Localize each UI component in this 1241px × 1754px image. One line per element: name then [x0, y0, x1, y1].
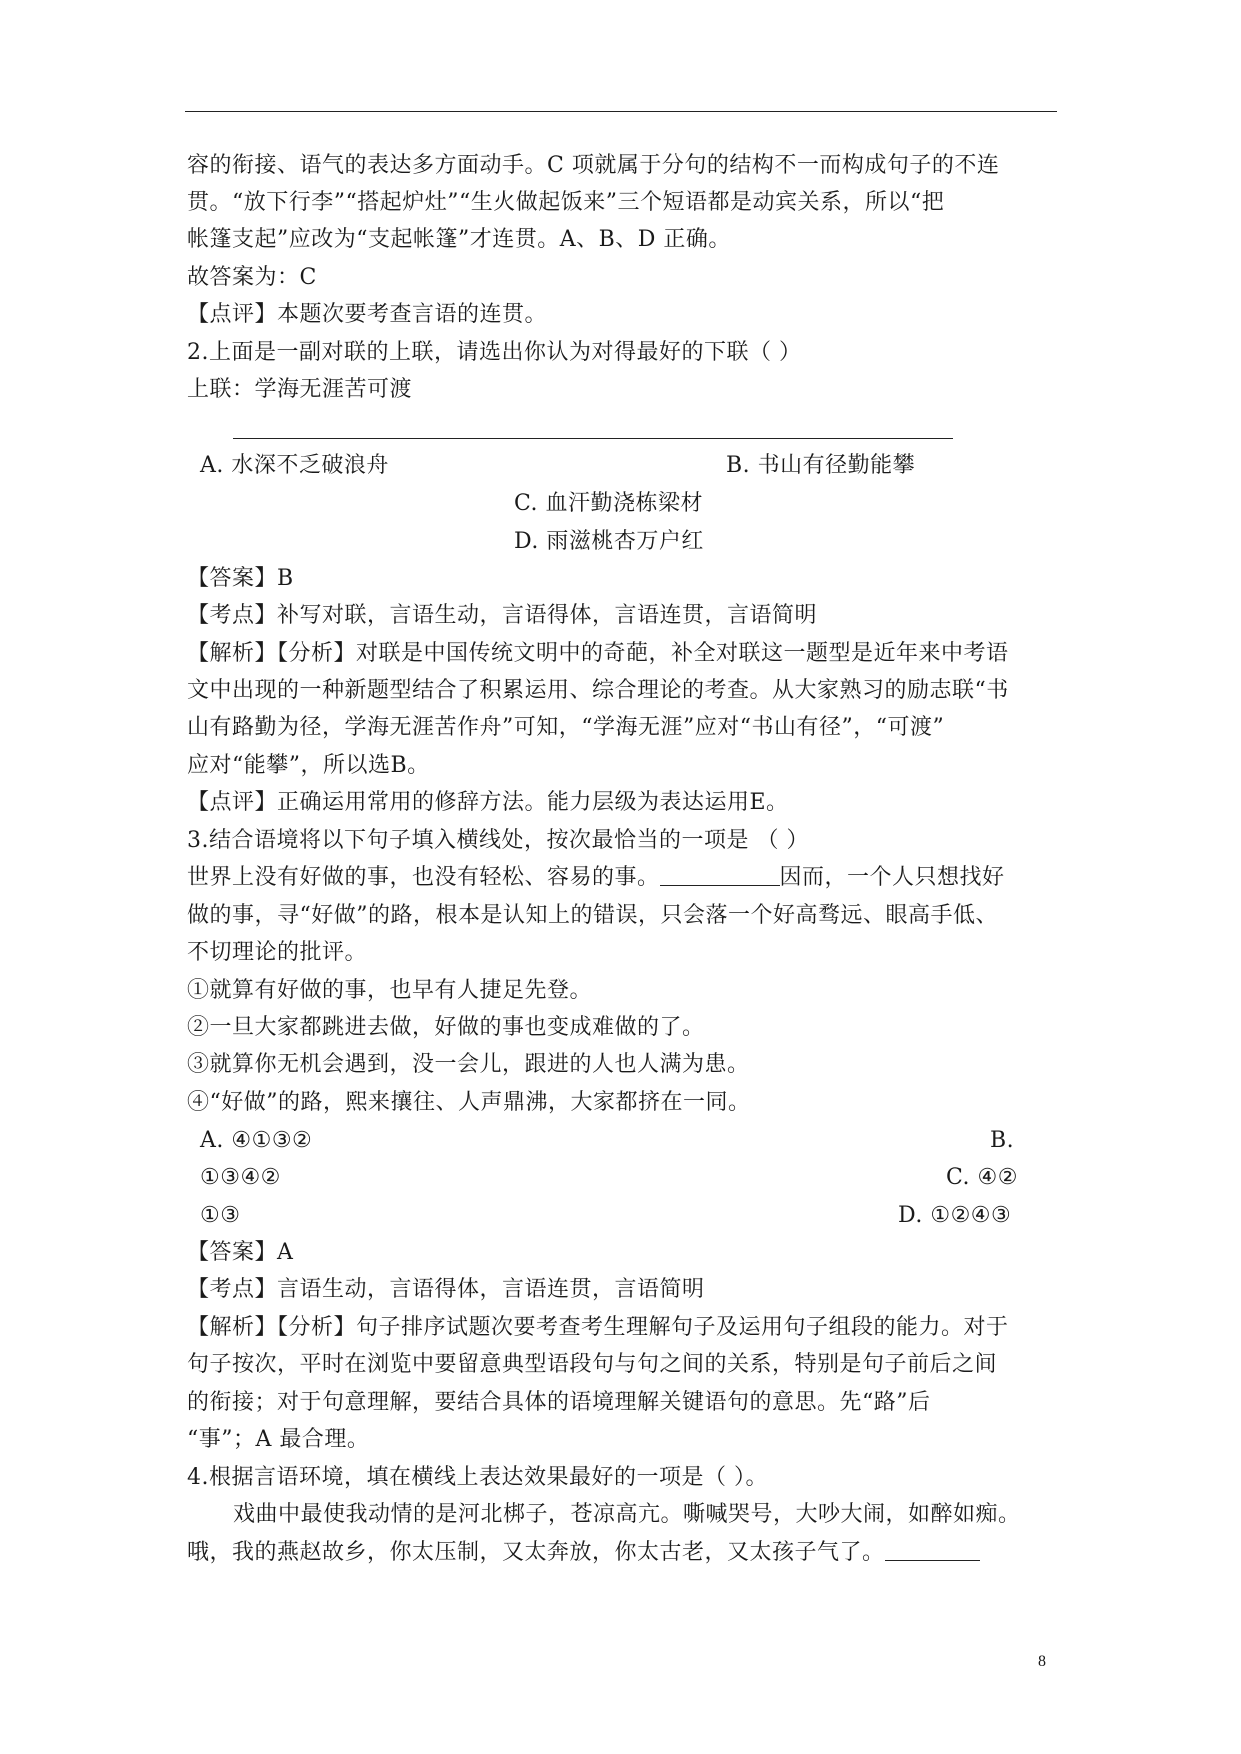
q3-option-b-value: ①③④② — [200, 1165, 281, 1190]
q3-text-1a: 世界上没有好做的事，也没有轻松、容易的事。 — [187, 865, 660, 890]
q3-answer: 【答案】A — [187, 1240, 294, 1265]
para1-line3: 帐篷支起”应改为“支起帐篷”才连贯。A、B、D 正确。 — [187, 227, 731, 252]
q3-text-3: 不切理论的批评。 — [187, 940, 368, 965]
q3-sentence-4: ④“好做”的路，熙来攘往、人声鼎沸，大家都挤在一同。 — [187, 1090, 751, 1115]
q2-options-rule — [233, 438, 953, 439]
q4-text-2 — [187, 1537, 980, 1569]
q2-stem: 2.上面是一副对联的上联，请选出你认为对得最好的下联（ ） — [187, 340, 802, 365]
header-rule — [185, 111, 1057, 112]
q4-stem: 4.根据言语环境，填在横线上表达效果最好的一项是（ ）。 — [187, 1465, 768, 1490]
q4-fill-blank — [885, 1540, 980, 1561]
para1-line2: 贯。“放下行李”“搭起炉灶”“生火做起饭来”三个短语都是动宾关系，所以“把 — [187, 190, 945, 215]
q3-stem: 3.结合语境将以下句子填入横线处，按次最恰当的一项是 （ ） — [187, 828, 809, 853]
q3-analysis-3: 的衔接；对于句意理解，要结合具体的语境理解关键语句的意思。先“路”后 — [187, 1390, 931, 1415]
para1-review: 【点评】本题次要考查言语的连贯。 — [187, 302, 548, 327]
q3-text-1b: 因而，一个人只想找好 — [779, 865, 1005, 890]
q3-sentence-2: ②一旦大家都跳进去做，好做的事也变成难做的了。 — [187, 1015, 705, 1040]
para1-line1: 容的衔接、语气的表达多方面动手。C 项就属于分句的结构不一而构成句子的不连 — [187, 153, 1000, 178]
page-number: 8 — [1038, 1653, 1046, 1670]
q2-analysis-2: 文中出现的一种新题型结合了积累运用、综合理论的考查。从大家熟习的励志联“书 — [187, 678, 1009, 703]
q3-sentence-3: ③就算你无机会遇到，没一会儿，跟进的人也人满为患。 — [187, 1052, 750, 1077]
para1-answer: 故答案为：C — [187, 265, 317, 290]
q3-text-1 — [187, 862, 1005, 894]
q2-upper-couplet: 上联：学海无涯苦可渡 — [187, 377, 413, 402]
q3-analysis-2: 句子按次，平时在浏览中要留意典型语段句与句之间的关系，特别是句子前后之间 — [187, 1352, 998, 1377]
q3-option-b-label: B. — [990, 1128, 1015, 1153]
q2-analysis-3: 山有路勤为径，学海无涯苦作舟”可知，“学海无涯”应对“书山有径”，“可渡” — [187, 715, 945, 740]
q3-option-d: D. ①②④③ — [898, 1203, 1012, 1228]
q4-text-1: 戏曲中最使我动情的是河北梆子，苍凉高亢。嘶喊哭号，大吵大闹，如醉如痴。 — [233, 1502, 1021, 1527]
q2-analysis-4: 应对“能攀”，所以选B。 — [187, 753, 430, 778]
q3-option-a: A. ④①③② — [200, 1128, 313, 1153]
q3-point: 【考点】言语生动，言语得体，言语连贯，言语简明 — [187, 1277, 705, 1302]
q2-point: 【考点】补写对联，言语生动，言语得体，言语连贯，言语简明 — [187, 603, 818, 628]
q2-option-a: A. 水深不乏破浪舟 — [200, 453, 389, 478]
q2-analysis-1: 【解析】【分析】对联是中国传统文明中的奇葩，补全对联这一题型是近年来中考语 — [187, 641, 1009, 666]
q3-text-2: 做的事，寻“好做”的路，根本是认知上的错误，只会落一个好高骛远、眼高手低、 — [187, 903, 998, 928]
q2-review: 【点评】正确运用常用的修辞方法。能力层级为表达运用E。 — [187, 790, 789, 815]
q2-answer: 【答案】B — [187, 566, 294, 591]
q3-analysis-4: “事”；A 最合理。 — [187, 1427, 370, 1452]
q2-option-b: B. 书山有径勤能攀 — [726, 453, 916, 478]
q2-option-d: D. 雨滋桃杏万户红 — [514, 529, 704, 554]
q3-option-c: C. ④② — [946, 1165, 1018, 1190]
q4-text-2a: 哦，我的燕赵故乡，你太压制，又太奔放，你太古老，又太孩子气了。 — [187, 1540, 885, 1565]
q3-sentence-1: ①就算有好做的事，也早有人捷足先登。 — [187, 978, 593, 1003]
q3-analysis-1: 【解析】【分析】句子排序试题次要考查考生理解句子及运用句子组段的能力。对于 — [187, 1315, 1009, 1340]
q3-option-c-continued: ①③ — [200, 1203, 241, 1228]
q2-option-c: C. 血汗勤浇栋梁材 — [514, 491, 704, 516]
q3-fill-blank — [660, 865, 780, 886]
